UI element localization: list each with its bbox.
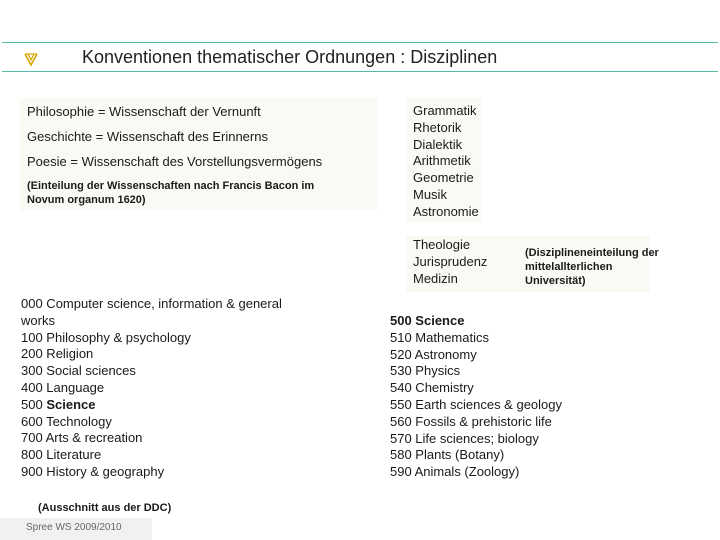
faculties-list: [413, 237, 487, 287]
ddc-science-label: Science: [46, 396, 96, 412]
medieval-note: mittelallterlichen: [525, 261, 613, 273]
list-item: 200 Religion: [21, 346, 94, 362]
bacon-note: Novum organum 1620): [27, 194, 146, 206]
list-item: Grammatik: [413, 103, 477, 118]
list-item: 520 Astronomy: [390, 346, 477, 362]
title-bar: [2, 42, 718, 72]
list-item: Jurisprudenz: [413, 253, 488, 269]
list-item: Medizin: [413, 270, 458, 286]
page-title: Konventionen thematischer Ordnungen : Disziplinen: [82, 47, 498, 67]
ddc-list: [21, 296, 282, 481]
list-item: Rhetorik: [413, 119, 462, 135]
list-item: Dialektik: [413, 136, 463, 152]
list-item: Astronomie: [413, 203, 479, 219]
list-item: 530 Physics: [390, 363, 461, 379]
science-list: [390, 313, 562, 481]
bacon-note: (Einteilung der Wissenschaften nach Francis Bacon im: [27, 180, 315, 192]
list-item: 570 Life sciences; biology: [390, 430, 539, 446]
footer-text: Spree WS 2009/2010: [26, 522, 122, 533]
list-item: 580 Plants (Botany): [390, 447, 505, 463]
bacon-line: Geschichte = Wissenschaft des Erinnerns: [27, 129, 268, 144]
medieval-note: (Disziplineneinteilung der: [525, 247, 659, 259]
bacon-line: Poesie = Wissenschaft des Vorstellungsvermögens: [27, 154, 323, 169]
list-item: 900 History & geography: [21, 463, 165, 479]
list-item: works: [21, 312, 55, 328]
list-item: 600 Technology: [21, 413, 112, 429]
bacon-line: Philosophie = Wissenschaft der Vernunft: [27, 104, 261, 119]
list-item: Musik: [413, 186, 447, 202]
list-item: 800 Literature: [21, 447, 102, 463]
footer: [0, 518, 152, 540]
artes-list: [413, 103, 479, 221]
bacon-box: [20, 98, 377, 210]
ddc-science-number: 500: [21, 396, 43, 412]
list-item: 300 Social sciences: [21, 363, 136, 379]
list-item: 510 Mathematics: [390, 329, 489, 345]
science-heading: 500 Science: [390, 313, 465, 328]
list-item: 100 Philosophy & psychology: [21, 329, 191, 345]
list-item: 550 Earth sciences & geology: [390, 396, 562, 412]
list-item: 700 Arts & recreation: [21, 430, 143, 446]
list-item: Theologie: [413, 237, 471, 252]
list-item: Arithmetik: [413, 153, 471, 169]
list-item: Geometrie: [413, 170, 474, 186]
list-item: 540 Chemistry: [390, 380, 474, 396]
list-item: 590 Animals (Zoology): [390, 464, 520, 480]
list-item: [21, 397, 282, 414]
arrow-down-check-icon: [23, 51, 39, 67]
list-item: 400 Language: [21, 379, 105, 395]
ddc-caption: (Ausschnitt aus der DDC): [38, 502, 172, 514]
list-item: 560 Fossils & prehistoric life: [390, 413, 552, 429]
medieval-note: Universität): [525, 275, 586, 287]
list-item: 000 Computer science, information & general: [21, 296, 282, 311]
